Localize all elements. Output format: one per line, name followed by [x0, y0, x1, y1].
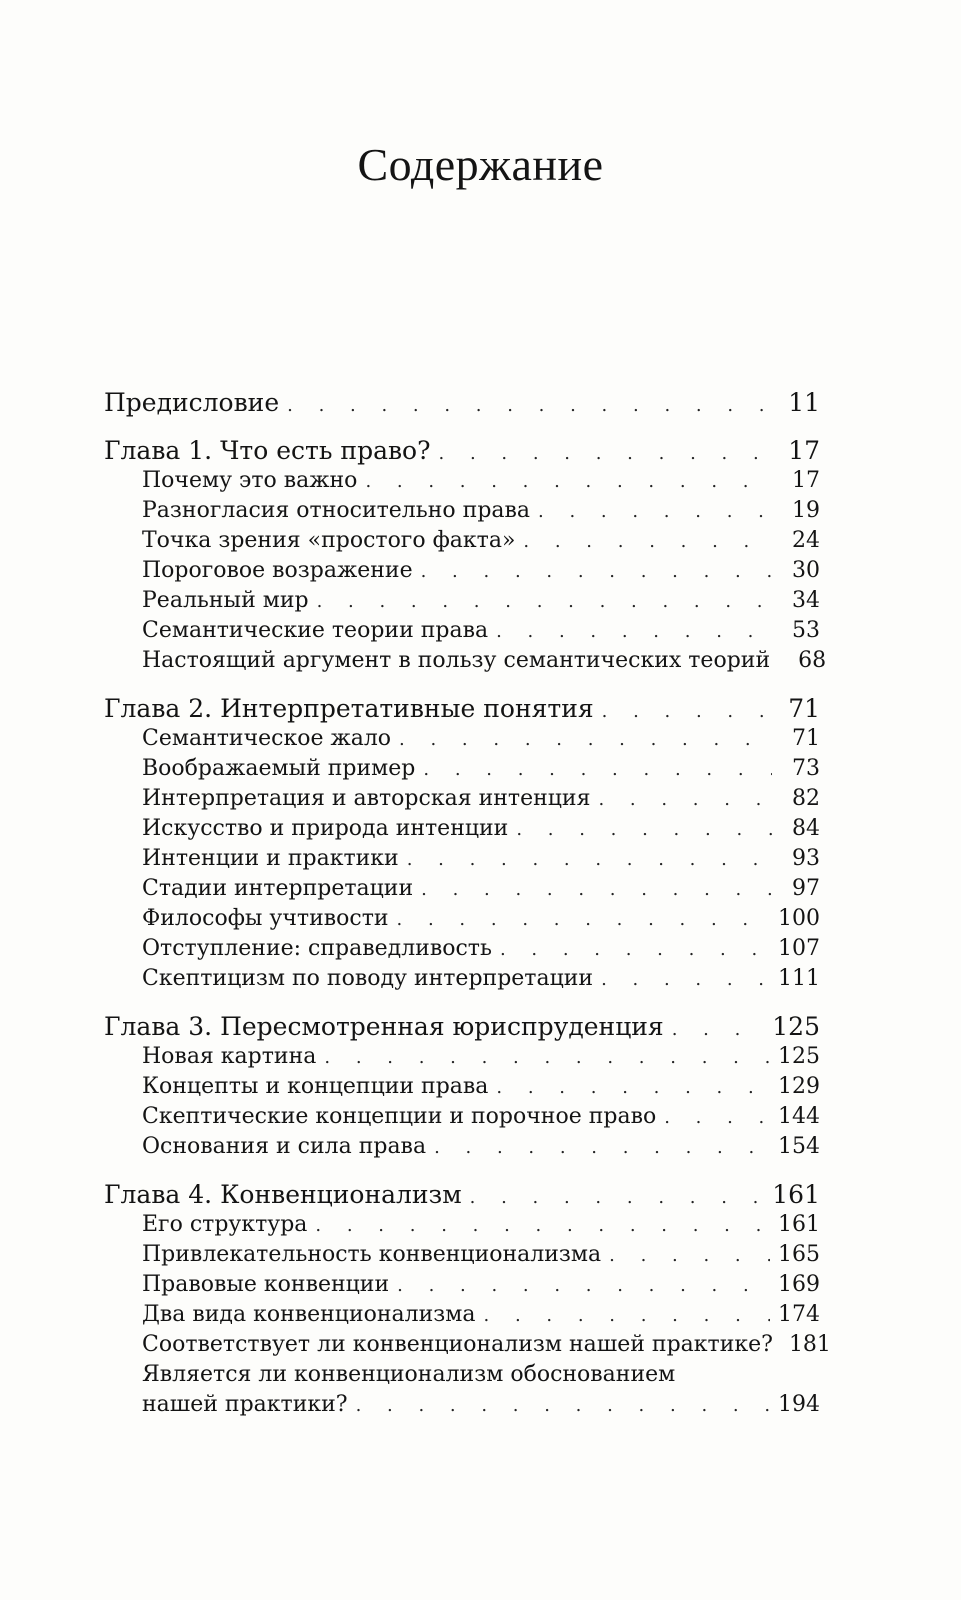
toc-section-label: Интерпретация и авторская интенция: [142, 786, 591, 811]
toc-section-label: Отступление: справедливость: [142, 936, 492, 961]
dot-leader: [672, 1015, 765, 1045]
toc-section[interactable]: [104, 754, 820, 784]
toc-section-page: 84: [792, 816, 820, 841]
toc-section-label: Скептицизм по поводу интерпретации: [142, 966, 594, 991]
toc-entry-chapter-1[interactable]: [104, 436, 820, 466]
toc-section-label: Его структура: [142, 1212, 308, 1237]
dot-leader: [324, 1043, 770, 1073]
toc-section[interactable]: [104, 904, 820, 934]
dot-leader: [523, 527, 772, 557]
toc-entry-preface[interactable]: [104, 388, 820, 418]
toc-section-page: 154: [778, 1134, 820, 1159]
dot-leader: [287, 391, 772, 421]
toc-section[interactable]: [104, 586, 820, 616]
toc-group-chapter-2: [104, 694, 820, 994]
toc-section-page: 174: [778, 1302, 820, 1327]
dot-leader: [598, 785, 772, 815]
toc-section-label: Семантическое жало: [142, 726, 392, 751]
toc-section-continuation[interactable]: [104, 1390, 820, 1420]
toc-section-label: Настоящий аргумент в пользу семантических теорий: [142, 648, 771, 673]
toc-entry-chapter-2[interactable]: [104, 694, 820, 724]
toc-section-page: 53: [792, 618, 820, 643]
dot-leader: [484, 1301, 770, 1331]
dot-leader: [397, 1271, 770, 1301]
toc-section[interactable]: [104, 1132, 820, 1162]
toc-section-page: 181: [788, 1332, 831, 1357]
toc-section-label: Концепты и концепции права: [142, 1074, 489, 1099]
toc-section-page: 68: [798, 648, 827, 673]
toc-section[interactable]: [104, 1210, 820, 1240]
toc-section-label-continuation: нашей практики?: [142, 1392, 348, 1417]
toc-section-page: 97: [792, 876, 820, 901]
toc-section-label: Семантические теории права: [142, 618, 489, 643]
dot-leader: [421, 557, 772, 587]
toc-section[interactable]: [104, 1300, 820, 1330]
toc-section[interactable]: [104, 1270, 820, 1300]
toc-section[interactable]: [104, 934, 820, 964]
dot-leader: [439, 439, 772, 469]
dot-leader: [601, 965, 770, 995]
toc-section-page: 111: [778, 966, 820, 991]
toc-section[interactable]: [104, 1330, 831, 1360]
toc-section[interactable]: [104, 874, 820, 904]
dot-leader: [397, 905, 770, 935]
toc-section[interactable]: [104, 496, 820, 526]
toc-section-label: Правовые конвенции: [142, 1272, 390, 1297]
dot-leader: [516, 815, 772, 845]
dot-leader: [356, 1391, 770, 1421]
table-of-contents: [104, 388, 831, 1438]
toc-entry-chapter-3[interactable]: [104, 1012, 820, 1042]
dot-leader: [365, 467, 772, 497]
toc-section[interactable]: [104, 1072, 820, 1102]
toc-section-label: Искусство и природа интенции: [142, 816, 509, 841]
toc-section[interactable]: [104, 814, 820, 844]
dot-leader: [407, 845, 772, 875]
toc-section-label: Новая картина: [142, 1044, 317, 1069]
toc-section-page: 194: [778, 1392, 820, 1417]
dot-leader: [315, 1211, 770, 1241]
toc-section-page: 165: [778, 1242, 820, 1267]
toc-section-label: Два вида конвенционализма: [142, 1302, 476, 1327]
toc-entry-label: Глава 4. Конвенционализм: [104, 1180, 462, 1209]
dot-leader: [496, 1073, 770, 1103]
toc-group-chapter-3: [104, 1012, 820, 1162]
toc-section[interactable]: [104, 1042, 820, 1072]
toc-entry-page: 11: [788, 388, 820, 417]
toc-section-first-line[interactable]: [104, 1360, 820, 1390]
toc-section[interactable]: [104, 724, 820, 754]
toc-section-label: Основания и сила права: [142, 1134, 427, 1159]
toc-section-label: Соответствует ли конвенционализм нашей практике?: [142, 1332, 773, 1357]
toc-section[interactable]: [104, 964, 820, 994]
toc-section[interactable]: [104, 526, 820, 556]
dot-leader: [423, 755, 772, 785]
dot-leader: [496, 617, 772, 647]
toc-section-page: 144: [778, 1104, 820, 1129]
dot-leader: [609, 1241, 770, 1271]
toc-section-label: Пороговое возражение: [142, 558, 413, 583]
dot-leader: [399, 725, 772, 755]
toc-entry-page: 125: [772, 1012, 820, 1041]
toc-entry-label: Глава 1. Что есть право?: [104, 436, 431, 465]
toc-section[interactable]: [104, 466, 820, 496]
page-title: Содержание: [357, 139, 604, 190]
toc-entry-chapter-4[interactable]: [104, 1180, 820, 1210]
toc-section[interactable]: [104, 556, 820, 586]
toc-section-page: 82: [792, 786, 820, 811]
toc-entry-label: Глава 2. Интерпретативные понятия: [104, 694, 594, 723]
toc-entry-label: Предисловие: [104, 388, 280, 417]
toc-group-preface: [104, 388, 820, 418]
toc-entry-label: Глава 3. Пересмотренная юриспруденция: [104, 1012, 664, 1041]
toc-section-page: 107: [778, 936, 820, 961]
toc-entry-page: 17: [788, 436, 820, 465]
toc-section[interactable]: [104, 616, 820, 646]
toc-section-label: Стадии интерпретации: [142, 876, 414, 901]
toc-section-label: Привлекательность конвенционализма: [142, 1242, 602, 1267]
toc-section-label: Точка зрения «простого факта»: [142, 528, 516, 553]
dot-leader: [317, 587, 772, 617]
toc-section-page: 17: [792, 468, 820, 493]
toc-section-page: 19: [792, 498, 820, 523]
dot-leader: [434, 1133, 770, 1163]
toc-section-page: 30: [792, 558, 820, 583]
dot-leader: [538, 497, 772, 527]
toc-entry-page: 161: [772, 1180, 820, 1209]
toc-section-page: 129: [778, 1074, 820, 1099]
toc-section-label: Воображаемый пример: [142, 756, 416, 781]
toc-section-page: 100: [778, 906, 820, 931]
toc-section-page: 161: [778, 1212, 820, 1237]
toc-section-label: Является ли конвенционализм обоснованием: [142, 1362, 676, 1387]
dot-leader: [664, 1103, 770, 1133]
toc-section-page: 93: [792, 846, 820, 871]
toc-section-label: Разногласия относительно права: [142, 498, 531, 523]
toc-section[interactable]: [104, 1240, 820, 1270]
toc-section-page: 125: [778, 1044, 820, 1069]
toc-section-page: 24: [792, 528, 820, 553]
dot-leader: [421, 875, 772, 905]
toc-section[interactable]: [104, 1102, 820, 1132]
toc-section[interactable]: [104, 646, 827, 676]
toc-section[interactable]: [104, 844, 820, 874]
dot-leader: [602, 697, 772, 727]
toc-section-label: Скептические концепции и порочное право: [142, 1104, 657, 1129]
toc-section-label: Почему это важно: [142, 468, 358, 493]
toc-section-page: 34: [792, 588, 820, 613]
dot-leader: [500, 935, 770, 965]
toc-section-label: Интенции и практики: [142, 846, 399, 871]
toc-section-label: Реальный мир: [142, 588, 309, 613]
toc-section-page: 73: [792, 756, 820, 781]
toc-section-page: 71: [792, 726, 820, 751]
dot-leader: [470, 1183, 765, 1213]
toc-section-label: Философы учтивости: [142, 906, 389, 931]
toc-section-page: 169: [778, 1272, 820, 1297]
toc-entry-page: 71: [788, 694, 820, 723]
toc-section[interactable]: [104, 784, 820, 814]
toc-group-chapter-4: [104, 1180, 831, 1420]
toc-group-chapter-1: [104, 436, 827, 676]
